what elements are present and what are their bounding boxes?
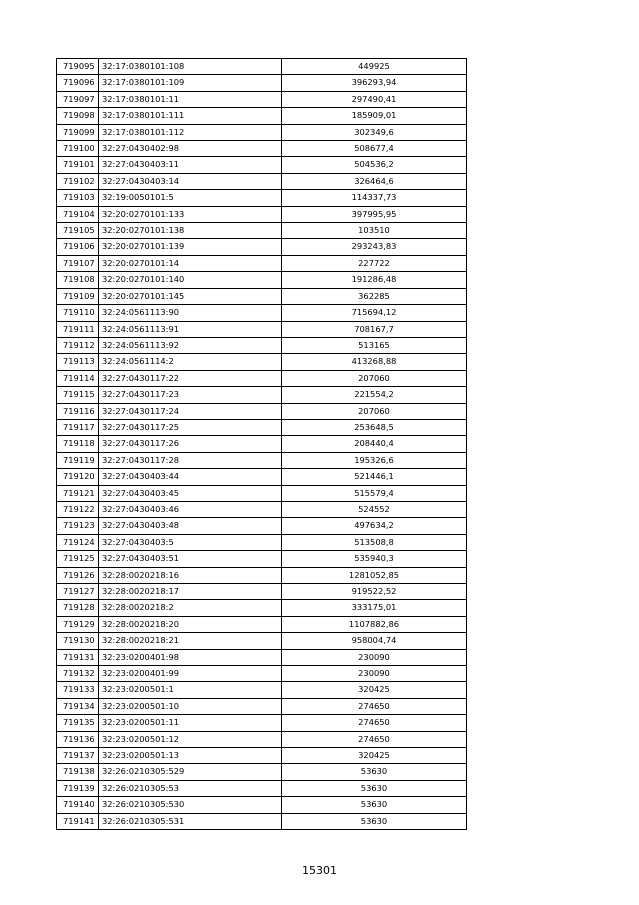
cadastral-number-cell: 32:27:0430117:26 [99, 436, 282, 452]
row-number-cell: 719107 [57, 255, 99, 271]
cadastral-number-cell: 32:27:0430117:25 [99, 419, 282, 435]
row-number-cell: 719102 [57, 173, 99, 189]
row-number-cell: 719117 [57, 419, 99, 435]
value-cell: 1281052,85 [282, 567, 467, 583]
value-cell: 958004,74 [282, 633, 467, 649]
cadastral-number-cell: 32:23:0200501:11 [99, 715, 282, 731]
value-cell: 521446,1 [282, 469, 467, 485]
cadastral-number-cell: 32:28:0020218:17 [99, 584, 282, 600]
table-row [57, 190, 467, 206]
value-cell: 715694,12 [282, 305, 467, 321]
row-number-cell: 719127 [57, 584, 99, 600]
row-number-cell: 719126 [57, 567, 99, 583]
cadastral-number-cell: 32:27:0430117:23 [99, 387, 282, 403]
value-cell: 919522,52 [282, 584, 467, 600]
table-row [57, 715, 467, 731]
cadastral-number-cell: 32:27:0430403:44 [99, 469, 282, 485]
cadastral-number-cell: 32:20:0270101:140 [99, 272, 282, 288]
cadastral-number-cell: 32:26:0210305:53 [99, 780, 282, 796]
table-row [57, 124, 467, 140]
value-cell: 413268,88 [282, 354, 467, 370]
table-row [57, 173, 467, 189]
cadastral-number-cell: 32:28:0020218:16 [99, 567, 282, 583]
table-row [57, 141, 467, 157]
row-number-cell: 719141 [57, 813, 99, 829]
table-row [57, 534, 467, 550]
row-number-cell: 719100 [57, 141, 99, 157]
row-number-cell: 719125 [57, 551, 99, 567]
row-number-cell: 719131 [57, 649, 99, 665]
row-number-cell: 719138 [57, 764, 99, 780]
table-row [57, 403, 467, 419]
value-cell: 185909,01 [282, 108, 467, 124]
table-row [57, 288, 467, 304]
value-cell: 253648,5 [282, 419, 467, 435]
table-row [57, 616, 467, 632]
cadastral-number-cell: 32:27:0430403:11 [99, 157, 282, 173]
cadastral-number-cell: 32:17:0380101:11 [99, 91, 282, 107]
table-row [57, 354, 467, 370]
row-number-cell: 719106 [57, 239, 99, 255]
row-number-cell: 719139 [57, 780, 99, 796]
row-number-cell: 719098 [57, 108, 99, 124]
row-number-cell: 719128 [57, 600, 99, 616]
value-cell: 326464,6 [282, 173, 467, 189]
cadastral-number-cell: 32:24:0561113:91 [99, 321, 282, 337]
cadastral-number-cell: 32:23:0200501:12 [99, 731, 282, 747]
row-number-cell: 719110 [57, 305, 99, 321]
table-row [57, 649, 467, 665]
cadastral-number-cell: 32:19:0050101:5 [99, 190, 282, 206]
value-cell: 524552 [282, 501, 467, 517]
value-cell: 513508,8 [282, 534, 467, 550]
table-row [57, 419, 467, 435]
row-number-cell: 719113 [57, 354, 99, 370]
value-cell: 302349,6 [282, 124, 467, 140]
table-row [57, 59, 467, 75]
cadastral-number-cell: 32:27:0430403:51 [99, 551, 282, 567]
row-number-cell: 719134 [57, 698, 99, 714]
row-number-cell: 719096 [57, 75, 99, 91]
row-number-cell: 719112 [57, 337, 99, 353]
cadastral-number-cell: 32:26:0210305:529 [99, 764, 282, 780]
row-number-cell: 719132 [57, 666, 99, 682]
table-row [57, 764, 467, 780]
row-number-cell: 719118 [57, 436, 99, 452]
table-row [57, 780, 467, 796]
row-number-cell: 719095 [57, 59, 99, 75]
cadastral-number-cell: 32:27:0430403:46 [99, 501, 282, 517]
table-row [57, 272, 467, 288]
cadastral-number-cell: 32:23:0200501:10 [99, 698, 282, 714]
cadastral-number-cell: 32:28:0020218:2 [99, 600, 282, 616]
row-number-cell: 719116 [57, 403, 99, 419]
value-cell: 274650 [282, 731, 467, 747]
value-cell: 274650 [282, 715, 467, 731]
value-cell: 708167,7 [282, 321, 467, 337]
table-row [57, 698, 467, 714]
cadastral-number-cell: 32:27:0430402:98 [99, 141, 282, 157]
cadastral-number-cell: 32:17:0380101:112 [99, 124, 282, 140]
value-cell: 396293,94 [282, 75, 467, 91]
value-cell: 53630 [282, 813, 467, 829]
row-number-cell: 719137 [57, 748, 99, 764]
value-cell: 320425 [282, 682, 467, 698]
cadastral-number-cell: 32:24:0561114:2 [99, 354, 282, 370]
row-number-cell: 719130 [57, 633, 99, 649]
cadastral-number-cell: 32:17:0380101:109 [99, 75, 282, 91]
table-row [57, 337, 467, 353]
row-number-cell: 719114 [57, 370, 99, 386]
value-cell: 191286,48 [282, 272, 467, 288]
row-number-cell: 719122 [57, 501, 99, 517]
table-row [57, 682, 467, 698]
table-row [57, 501, 467, 517]
cadastral-number-cell: 32:23:0200401:98 [99, 649, 282, 665]
row-number-cell: 719124 [57, 534, 99, 550]
row-number-cell: 719135 [57, 715, 99, 731]
value-cell: 230090 [282, 666, 467, 682]
cadastral-number-cell: 32:27:0430117:28 [99, 452, 282, 468]
row-number-cell: 719123 [57, 518, 99, 534]
row-number-cell: 719109 [57, 288, 99, 304]
value-cell: 449925 [282, 59, 467, 75]
table-row [57, 584, 467, 600]
cadastral-number-cell: 32:20:0270101:139 [99, 239, 282, 255]
table-row [57, 436, 467, 452]
cadastral-number-cell: 32:27:0430403:5 [99, 534, 282, 550]
table-body [57, 59, 467, 830]
value-cell: 227722 [282, 255, 467, 271]
table-row [57, 485, 467, 501]
value-cell: 320425 [282, 748, 467, 764]
row-number-cell: 719111 [57, 321, 99, 337]
cadastral-number-cell: 32:27:0430117:24 [99, 403, 282, 419]
value-cell: 195326,6 [282, 452, 467, 468]
value-cell: 207060 [282, 370, 467, 386]
row-number-cell: 719136 [57, 731, 99, 747]
table-row [57, 370, 467, 386]
row-number-cell: 719115 [57, 387, 99, 403]
row-number-cell: 719104 [57, 206, 99, 222]
cadastral-number-cell: 32:27:0430403:45 [99, 485, 282, 501]
value-cell: 515579,4 [282, 485, 467, 501]
table-row [57, 108, 467, 124]
table-row [57, 239, 467, 255]
table-row [57, 731, 467, 747]
value-cell: 221554,2 [282, 387, 467, 403]
cadastral-number-cell: 32:27:0430403:48 [99, 518, 282, 534]
value-cell: 297490,41 [282, 91, 467, 107]
table-row [57, 452, 467, 468]
cadastral-number-cell: 32:28:0020218:21 [99, 633, 282, 649]
row-number-cell: 719133 [57, 682, 99, 698]
value-cell: 103510 [282, 223, 467, 239]
table-row [57, 157, 467, 173]
cadastral-number-cell: 32:26:0210305:530 [99, 797, 282, 813]
cadastral-number-cell: 32:26:0210305:531 [99, 813, 282, 829]
value-cell: 114337,73 [282, 190, 467, 206]
cadastral-number-cell: 32:20:0270101:138 [99, 223, 282, 239]
table-row [57, 797, 467, 813]
table-row [57, 666, 467, 682]
table-row [57, 223, 467, 239]
row-number-cell: 719099 [57, 124, 99, 140]
value-cell: 333175,01 [282, 600, 467, 616]
cadastral-number-cell: 32:24:0561113:90 [99, 305, 282, 321]
cadastral-value-table [56, 58, 467, 830]
table-row [57, 255, 467, 271]
value-cell: 230090 [282, 649, 467, 665]
cadastral-number-cell: 32:28:0020218:20 [99, 616, 282, 632]
cadastral-number-cell: 32:17:0380101:108 [99, 59, 282, 75]
value-cell: 208440,4 [282, 436, 467, 452]
value-cell: 53630 [282, 780, 467, 796]
value-cell: 497634,2 [282, 518, 467, 534]
row-number-cell: 719121 [57, 485, 99, 501]
table-row [57, 600, 467, 616]
row-number-cell: 719119 [57, 452, 99, 468]
cadastral-number-cell: 32:20:0270101:133 [99, 206, 282, 222]
value-cell: 1107882,86 [282, 616, 467, 632]
table-row [57, 469, 467, 485]
table-row [57, 75, 467, 91]
page-number: 15301 [302, 864, 337, 877]
value-cell: 362285 [282, 288, 467, 304]
value-cell: 397995,95 [282, 206, 467, 222]
row-number-cell: 719101 [57, 157, 99, 173]
table-row [57, 387, 467, 403]
value-cell: 508677,4 [282, 141, 467, 157]
cadastral-number-cell: 32:20:0270101:14 [99, 255, 282, 271]
table-row [57, 206, 467, 222]
table-row [57, 91, 467, 107]
cadastral-number-cell: 32:17:0380101:111 [99, 108, 282, 124]
cadastral-number-cell: 32:23:0200501:1 [99, 682, 282, 698]
row-number-cell: 719097 [57, 91, 99, 107]
table-row [57, 518, 467, 534]
table-row [57, 748, 467, 764]
cadastral-number-cell: 32:24:0561113:92 [99, 337, 282, 353]
row-number-cell: 719103 [57, 190, 99, 206]
value-cell: 513165 [282, 337, 467, 353]
value-cell: 53630 [282, 764, 467, 780]
table-row [57, 551, 467, 567]
cadastral-number-cell: 32:27:0430403:14 [99, 173, 282, 189]
row-number-cell: 719140 [57, 797, 99, 813]
value-cell: 535940,3 [282, 551, 467, 567]
table-row [57, 321, 467, 337]
table-row [57, 633, 467, 649]
table-row [57, 813, 467, 829]
row-number-cell: 719129 [57, 616, 99, 632]
cadastral-number-cell: 32:27:0430117:22 [99, 370, 282, 386]
row-number-cell: 719105 [57, 223, 99, 239]
value-cell: 274650 [282, 698, 467, 714]
value-cell: 293243,83 [282, 239, 467, 255]
value-cell: 207060 [282, 403, 467, 419]
row-number-cell: 719120 [57, 469, 99, 485]
row-number-cell: 719108 [57, 272, 99, 288]
cadastral-number-cell: 32:23:0200401:99 [99, 666, 282, 682]
table-row [57, 305, 467, 321]
value-cell: 504536,2 [282, 157, 467, 173]
value-cell: 53630 [282, 797, 467, 813]
cadastral-number-cell: 32:20:0270101:145 [99, 288, 282, 304]
table-row [57, 567, 467, 583]
cadastral-number-cell: 32:23:0200501:13 [99, 748, 282, 764]
